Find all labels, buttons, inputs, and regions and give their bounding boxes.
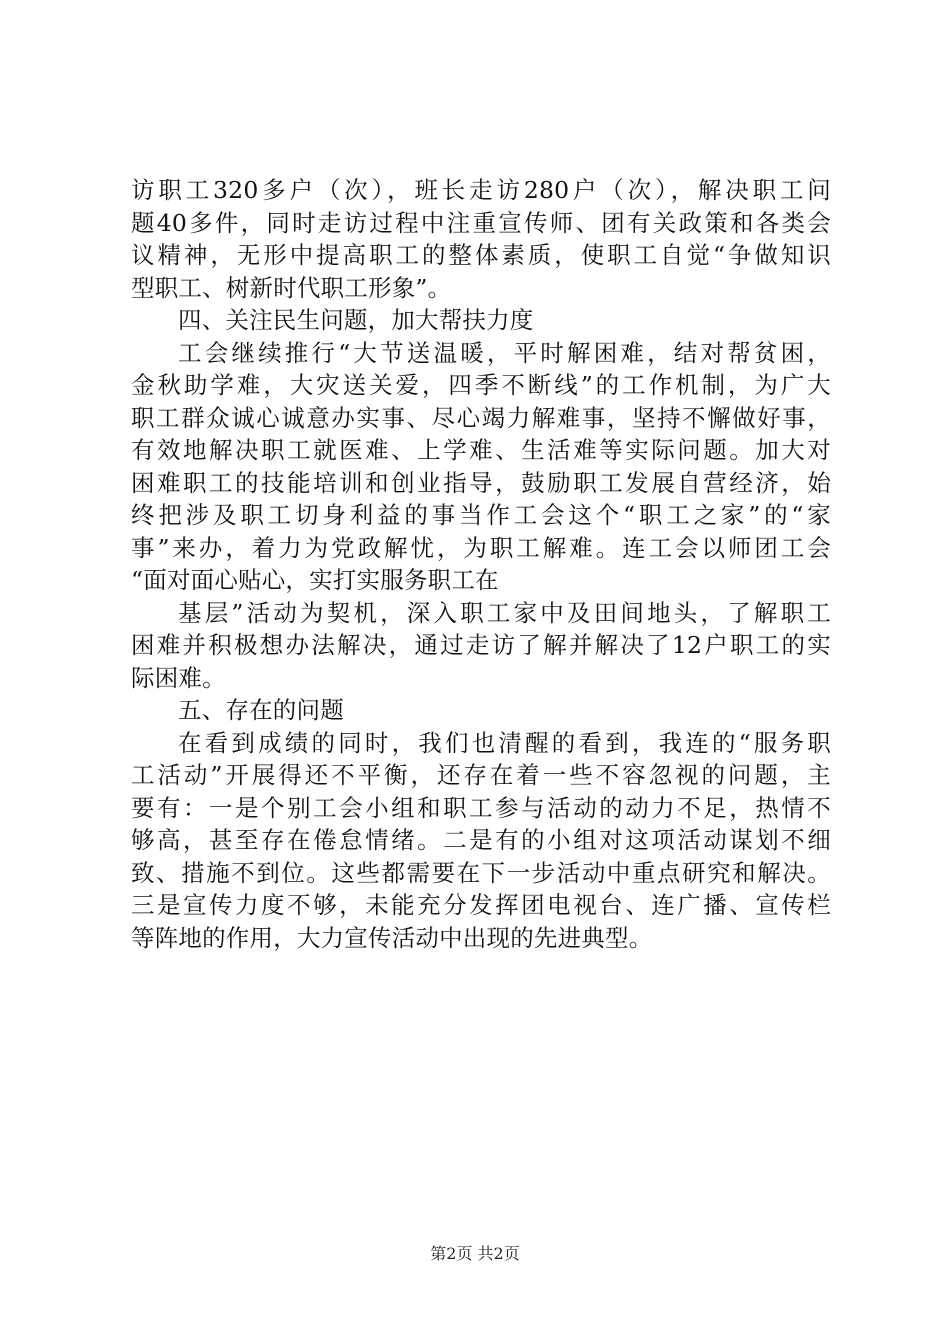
text-line: 三是宣传力度不够，未能充分发挥团电视台、连广播、宣传栏: [131, 891, 831, 919]
text-line: 访职工320多户（次），班长走访280户（次），解决职工问: [131, 176, 831, 204]
page-number: 第2页 共2页: [430, 1244, 520, 1263]
text-line: 困难职工的技能培训和创业指导，鼓励职工发展自营经济，始: [131, 468, 831, 497]
text-line: 议精神，无形中提高职工的整体素质，使职工自觉“争做知识: [131, 241, 831, 269]
section-heading: 四、关注民生问题，加大帮扶力度: [178, 306, 534, 334]
text-line: 够高，甚至存在倦怠情绪。二是有的小组对这项活动谋划不细: [131, 826, 831, 854]
text-line: 困难并积极想办法解决，通过走访了解并解决了12户职工的实: [131, 631, 831, 659]
document-body: [131, 174, 831, 954]
text-line: 终把涉及职工切身利益的事当作工会这个“职工之家”的“家: [131, 501, 831, 529]
text-line: “面对面心贴心，实打实服务职工在: [131, 566, 499, 594]
text-line: 等阵地的作用，大力宣传活动中出现的先进典型。: [131, 923, 653, 952]
text-line: 职工群众诚心诚意办实事、尽心竭力解难事，坚持不懈做好事，: [131, 403, 831, 432]
page-footer: [0, 1244, 950, 1264]
text-line: 题40多件，同时走访过程中注重宣传师、团有关政策和各类会: [131, 208, 831, 237]
text-line: 金秋助学难，大灾送关爱，四季不断线”的工作机制，为广大: [131, 371, 831, 399]
text-line: 要有：一是个别工会小组和职工参与活动的动力不足，热情不: [131, 793, 831, 822]
text-line: 致、措施不到位。这些都需要在下一步活动中重点研究和解决。: [131, 858, 831, 887]
text-line: 工会继续推行“大节送温暖，平时解困难，结对帮贫困，: [178, 338, 831, 367]
section-heading: 五、存在的问题: [178, 696, 344, 724]
text-line: 事”来办，着力为党政解忧，为职工解难。连工会以师团工会: [131, 533, 831, 562]
text-line: 在看到成绩的同时，我们也清醒的看到，我连的“服务职: [178, 728, 831, 757]
text-line: 际困难。: [131, 663, 226, 692]
text-line: 工活动”开展得还不平衡，还存在着一些不容忽视的问题，主: [131, 761, 831, 789]
text-line: 基层”活动为契机，深入职工家中及田间地头，了解职工: [178, 598, 831, 627]
text-line: 有效地解决职工就医难、上学难、生活难等实际问题。加大对: [131, 436, 831, 464]
text-line: 型职工、树新时代职工形象”。: [131, 273, 452, 302]
